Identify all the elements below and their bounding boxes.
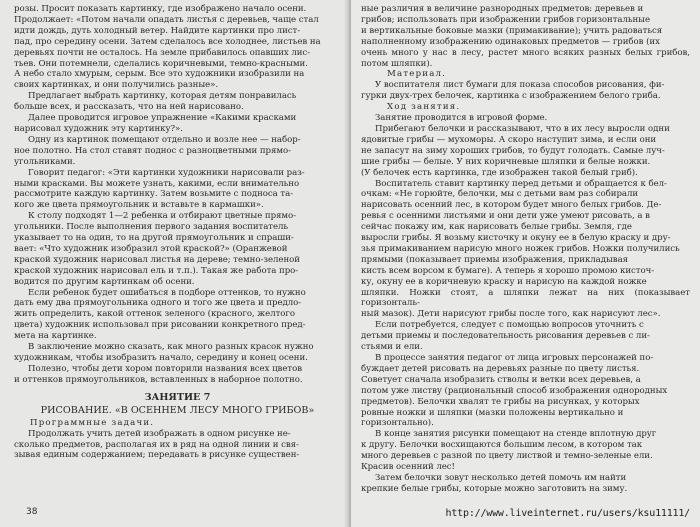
process-label: Ход занятия. [387,102,461,113]
left-paragraph-3: Далее проводится игровое упражнение «Какими красками нарисовал художник эту картинку?». [14,113,297,134]
right-intro: ные различия в величине разнородных предметов: деревьев и грибов; использовать при изображении грибов горизонтальные и вертикальные боковые мазки (примакивание); учить радоваться наполненному изображению одинаковых предметов — грибов (их очень много у нас в лесу, растет много всяких разных белых грибов, потом шляпки). [361,4,690,69]
program-tasks-label: Программные задачи. [30,417,155,428]
right-paragraph-2: Воспитатель ставит картинку перед детьми и обращается к бел- очкам: «Не горюйте, белочки, мы с детьми вам раз собирали нарисовать осенний лес, в котором будет много белых грибов. Де- ревья с осенними листьями и они дети уже умеют рисовать, а в сейчас покажу им, как нарисовать белые грибы. Земля, где выросли грибы. Я возьму кисточку и окуну ее в белую краску и дру- зья примакиванием нарисую много ножек грибов. Ножки получились прямыми (показывает приемы изображения, прикладывая кисть всем ворсом к бумаге). А теперь я хорошо промою кисточ- ку, окуну ее в коричневую краску и нарисую на каждой ножке шляпки. Ножки стоят, а шляпки лежат на них (показывает горизонталь- ный мазок). Дети нарисуют грибы после того, как нарисуют лес». [361,178,690,320]
left-paragraph-8: В заключение можно сказать, как много разных красок нужно художникам, чтобы изобразить начало, середину и конец осени. [14,342,314,363]
material-label: Материал. [387,69,447,80]
left-paragraph-1: розы. Просит показать картинку, где изображено начало осени. Продолжает: «Потом начали опадать листья с деревьев, чаще стал идти дождь, дуть холодный ветер. Найдите картинки про лист- пад, про середину осени. Затем сделалось все холоднее, листьев на деревьях почти не осталось. На земле прибавилось опавших лис- тьев. Они потемнели, сделались коричневыми, темно-красными. А небо стало хмурым, серым. Все это художники изобразили на своих картинках, и они получились разные». [14,4,321,91]
watermark-url[interactable]: http://www.liveinternet.ru/users/ksu11111/ [445,508,690,519]
left-paragraph-9: Полезно, чтобы дети хором повторили названия всех цветов и оттенков прямоугольников, вставленных в наборное полотно. [14,363,303,385]
lesson-heading: ЗАНЯТИЕ 7 [144,391,211,403]
right-paragraph-4: В процессе занятия педагог от лица игровых персонажей по- буждает детей рисовать на деревьях разные по цвету листья. Советует сначала изобразить стволы и ветки всех деревьев, а потом уже листву (рациональный способ изображения однородных предметов). Белочки хвалят те грибы на рисунках, у которых ровные ножки и шляпки (мазки положены вертикально и горизонтально). [361,353,668,429]
left-page [0,0,349,527]
left-paragraph-4: Одну из картинок помещают отдельно и возле нее — набор- ное полотно. На стол ставят поднос с разноцветными прямо- угольниками. [14,134,301,167]
page-number: 38 [26,507,38,517]
right-paragraph-6: Затем белочки зовут несколько детей помочь им найти крепкие белые грибы, которые можно заготовить на зиму. [361,472,628,494]
left-paragraph-7: Если ребенок будет ошибаться в подборе оттенков, то нужно дать ему два прямоугольника одного и того же цвета и предло- жить определить, какой оттенок зеленого (красного, желтого цвета) художник использовал при рисовании конкретного пред- мета на картинке. [14,287,306,342]
material-text: У воспитателя лист бумаги для показа способов рисования, фи- гурки двух-трех белочек, картинка с изображением белого гриба. [361,80,665,102]
process-intro: Занятие проводится в игровой форме. [375,113,548,124]
left-paragraph-2: Предлагает выбрать картинку, которая детям понравилась больше всех, и рассказать, что на ней нарисовано. [14,91,297,113]
right-paragraph-3: Если потребуется, следует с помощью вопросов уточнить с детьми приемы и последовательность рисования деревьев с ли- стьями и ели. [361,320,650,353]
lesson-subheading: РИСОВАНИЕ. «В ОСЕННЕМ ЛЕСУ МНОГО ГРИБОВ» [40,404,315,416]
left-paragraph-6: К столу подходят 1—2 ребенка и отбирают цветные прямо- угольники. После выполнения первого задания воспитатель указывает то на один, то на другой прямоугольник и спраши- вает: «Что художник изобразил этой краской?» (Оранжевой краской художник нарисовал листья на дереве; темно-зеленой краской художник нарисовал ель и т.п.). Такая же работа про- водится по другим картинкам об осени. [14,211,300,287]
right-paragraph-1: Прибегают белочки и рассказывают, что в их лесу выросли одни ядовитые грибы — мухоморы. А скоро наступит зима, и если они не запасут на зиму хороших грибов, то будут голодать. Самые луч- шие грибы — белые. У них коричневые шляпки и белые ножки. (У белочек есть картинка, где изображен такой белый гриб). [361,123,670,178]
right-paragraph-5: В конце занятия рисунки помещают на стенде вплотную друг к другу. Белочки восхищаются большим лесом, в котором так много деревьев с разной по цвету листвой и темно-зеленые ели. Красив осенний лес! [361,429,657,473]
right-page [351,0,700,527]
left-tail-paragraph: Продолжать учить детей изображать в одном рисунке не- сколько предметов, располагая их в ряд на одной линии и свя- зывая единым содержанием; передавать в рисунке существен- [14,428,300,461]
left-paragraph-5: Говорит педагог: «Эти картинки художники нарисовали раз- ными красками. Вы можете узнать, какими, если внимательно рассмотрите каждую картинку. Затем возьмите с подноса та- кого же цвета прямоугольник и вставьте в кармашки». [14,167,305,211]
